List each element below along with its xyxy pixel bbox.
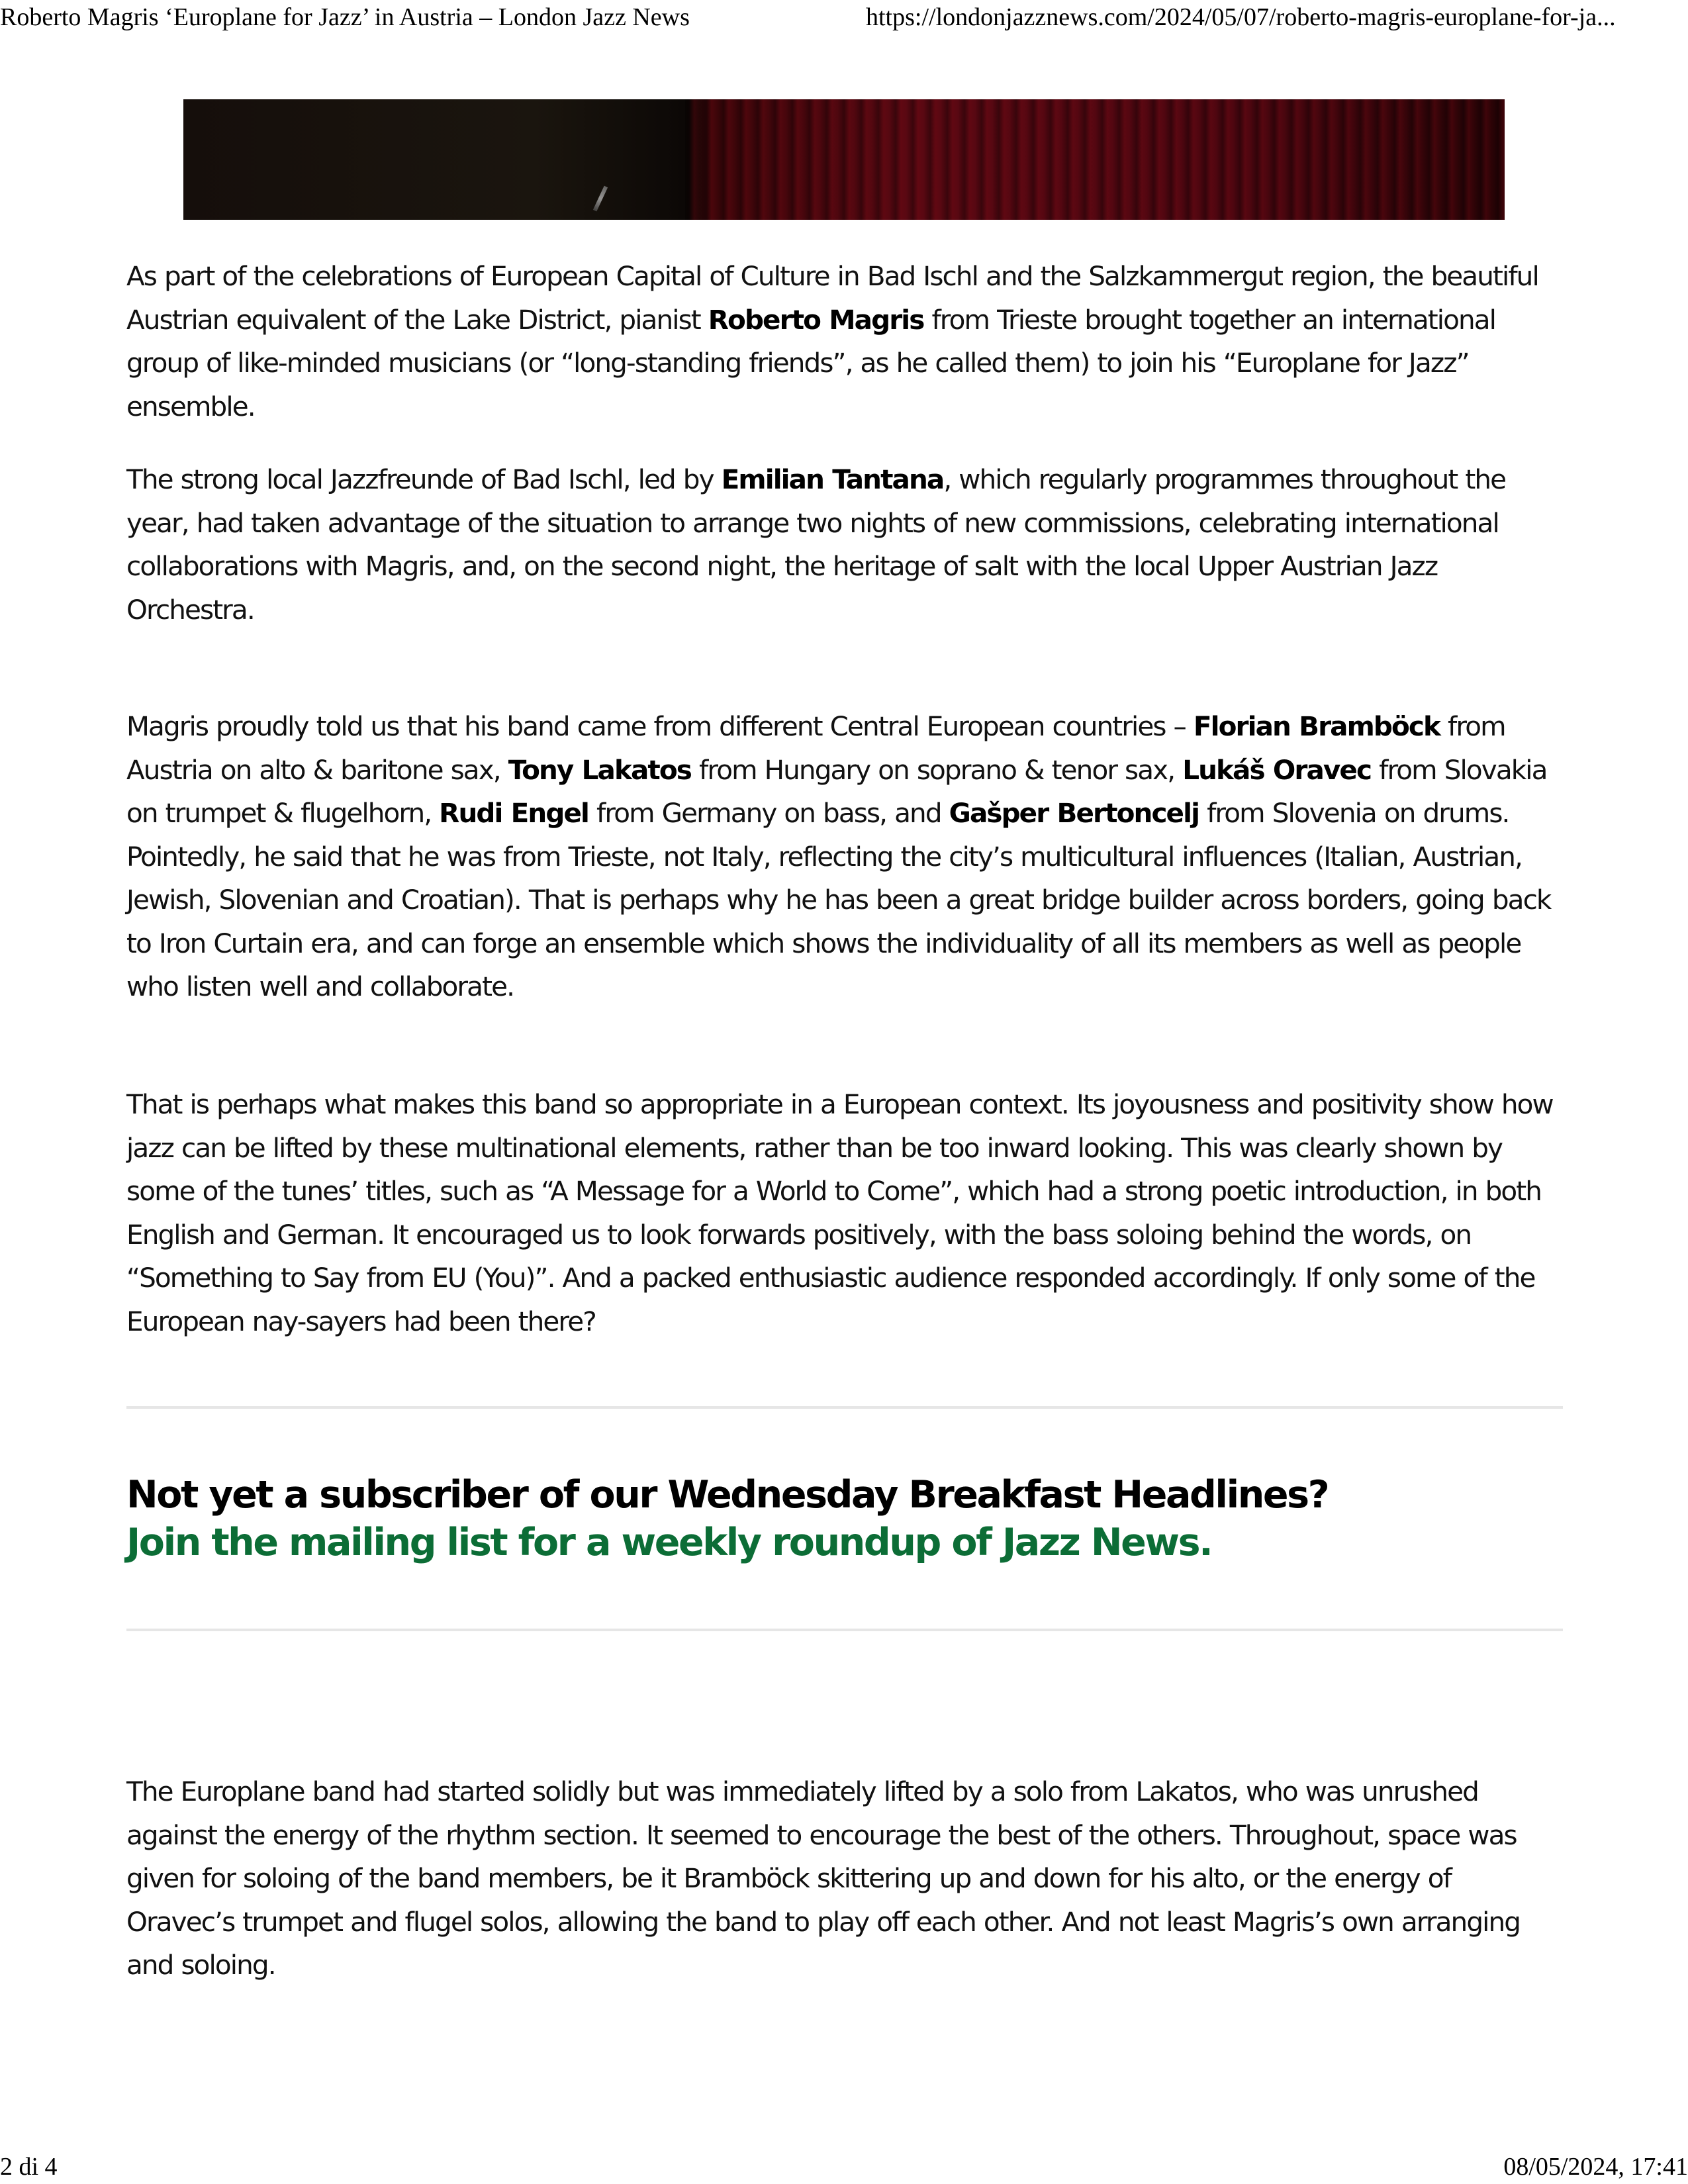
article-paragraph [126, 1770, 1563, 1987]
person-name: Florian Bramböck [1193, 710, 1440, 742]
hero-image [183, 99, 1505, 220]
person-name: Lukáš Oravec [1182, 753, 1372, 786]
article-paragraph [126, 1083, 1563, 1343]
print-header [0, 0, 1688, 40]
article-paragraph [126, 255, 1563, 428]
paragraph-text: As part of the celebrations of European Capital of Culture in Bad Ischl and the Salzkammergut region, the beautiful Austrian equivalent of the Lake District, pianist [126, 260, 1538, 336]
divider-bottom [126, 1629, 1563, 1631]
newsletter-cta [126, 1471, 1563, 1566]
page-title: Roberto Magris ‘Europlane for Jazz’ in Austria – London Jazz News [0, 3, 690, 31]
person-name: Tony Lakatos [508, 753, 692, 786]
person-name: Roberto Magris [708, 303, 924, 336]
page-number: 2 di 4 [0, 2153, 58, 2181]
paragraph-text: from Germany on bass, and [588, 797, 949, 829]
article-paragraph [126, 705, 1563, 1009]
newsletter-heading: Not yet a subscriber of our Wednesday Breakfast Headlines? [126, 1473, 1329, 1517]
paragraph-text: That is perhaps what makes this band so appropriate in a European context. Its joyousness and positivity show how jazz can be lifted by these multinational elements, rather than be too inward looking. This was clearly shown by some of the tunes’ titles, such as “A Message for a World to Come”, which had a strong poetic introduction, in both English and German. It encouraged us to look forwards positively, with the bass soloing behind the words, on “Something to Say from EU (You)”. And a packed enthusiastic audience responded accordingly. If only some of the European nay-sayers had been there? [126, 1088, 1553, 1337]
paragraph-text: , which regularly programmes throughout the year, had taken advantage of the situation to arrange two nights of new commissions, celebrating international collaborations with Magris, and, on the second night, the heritage of salt with the local Upper Austrian Jazz Orchestra. [126, 463, 1506, 626]
newsletter-signup-link[interactable]: Join the mailing list for a weekly roundup of Jazz News. [126, 1521, 1212, 1564]
person-name: Emilian Tantana [721, 463, 944, 495]
paragraph-text: from Slovakia on trumpet & flugelhorn, [126, 753, 1547, 829]
divider-top [126, 1406, 1563, 1409]
paragraph-text: from Slovenia on drums. Pointedly, he said that he was from Trieste, not Italy, reflecting the city’s multicultural influences (Italian, Austrian, Jewish, Slovenian and Croatian). That is perhaps why he has been a great bridge builder across borders, going back to Iron Curtain era, and can forge an ensemble which shows the individuality of all its members as well as people who listen well and collaborate. [126, 797, 1551, 1002]
paragraph-text: The Europlane band had started solidly but was immediately lifted by a solo from Lakatos, who was unrushed against the energy of the rhythm section. It seemed to encourage the best of the others. Throughout, space was given for soloing of the band members, be it Bramböck skittering up and down for his alto, or the energy of Oravec’s trumpet and flugel solos, allowing the band to play off each other. And not least Magris’s own arranging and soloing. [126, 1776, 1521, 1981]
paragraph-text: Magris proudly told us that his band came from different Central European countries – [126, 710, 1194, 742]
hero-stage-panel [183, 99, 685, 220]
print-footer [0, 2152, 1688, 2184]
person-name: Rudi Engel [439, 797, 589, 829]
paragraph-text: from Hungary on soprano & tenor sax, [691, 753, 1183, 786]
person-name: Gašper Bertoncelj [949, 797, 1199, 829]
paragraph-text: from Austria on alto & baritone sax, [126, 710, 1505, 786]
paragraph-text: The strong local Jazzfreunde of Bad Ischl, led by [126, 463, 722, 495]
article-paragraph [126, 458, 1563, 632]
page-url: https://londonjazznews.com/2024/05/07/roberto-magris-europlane-for-ja... [866, 3, 1616, 31]
paragraph-text: from Trieste brought together an international group of like-minded musicians (or “long-standing friends”, as he called them) to join his “Europlane for Jazz” ensemble. [126, 303, 1496, 422]
print-datetime: 08/05/2024, 17:41 [1503, 2153, 1688, 2181]
